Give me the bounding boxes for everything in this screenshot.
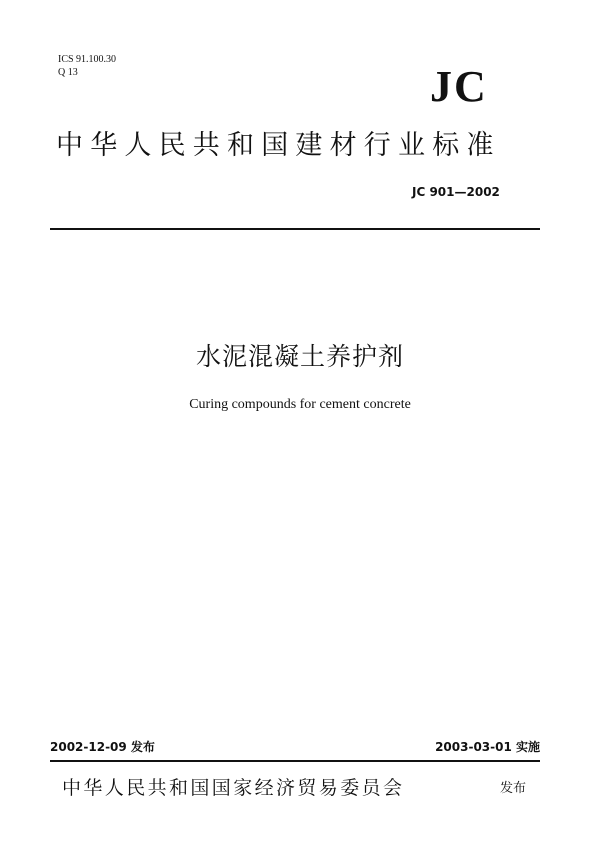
- ccs-code: Q 13: [58, 67, 78, 78]
- issue-date: 2002-12-09 发布: [50, 740, 155, 754]
- standard-category-title: 中华人民共和国建材行业标准: [56, 130, 501, 161]
- standard-logo: JC: [430, 62, 488, 111]
- issuing-authority: 中华人民共和国国家经济贸易委员会: [62, 777, 405, 799]
- document-title-chinese: 水泥混凝土养护剂: [195, 342, 404, 371]
- standard-number: JC 901—2002: [412, 185, 500, 199]
- document-title-english: Curing compounds for cement concrete: [189, 397, 411, 412]
- footer-divider: [50, 760, 540, 762]
- implementation-date: 2003-03-01 实施: [435, 740, 540, 754]
- ics-code: ICS 91.100.30: [58, 54, 117, 65]
- header-divider: [50, 228, 540, 230]
- issuing-verb: 发布: [500, 781, 527, 796]
